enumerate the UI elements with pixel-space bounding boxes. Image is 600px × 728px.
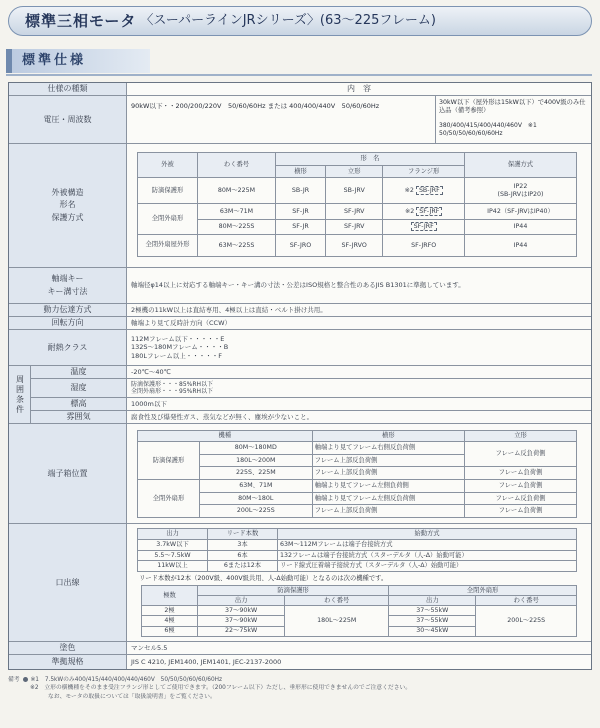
leads-row (9, 524, 591, 642)
leads-row-1 (138, 540, 577, 551)
env-atmosphere-row (31, 411, 591, 423)
enclosure-type: 全閉外扇形 (138, 204, 198, 235)
leads12-closed-frame: 200L〜225S (476, 606, 577, 637)
leads-12-table (141, 585, 577, 637)
note-2 (8, 684, 592, 692)
voltage-note-values: 380/400/415/400/440/460V ※1 50/50/50/60/60/60Hz (439, 122, 543, 137)
spec-header-row (9, 83, 591, 96)
voltage-divider (435, 96, 436, 143)
enclosure-model-f (383, 204, 465, 219)
terminal-vertical: フレーム反負荷側 (465, 492, 577, 505)
env-temp-label: 温度 (31, 366, 127, 378)
terminal-vertical: フレーム負荷側 (465, 467, 577, 480)
enclosure-col-flange: フランジ形 (383, 166, 465, 178)
leads12-closed-output: 30〜45kW (389, 626, 476, 636)
terminal-row-5 (138, 492, 577, 505)
leads-row-2 (138, 550, 577, 561)
section-rule (6, 74, 592, 76)
terminal-horizontal: フレーム上部反負荷側 (312, 505, 464, 518)
enclosure-row-4 (138, 235, 577, 257)
note-2-text: 立形の横機種をそのまま受注フランジ形としてご使用できます。（200フレーム以下）ただし、垂形形に使用できませんのでご注意ください。 (44, 685, 412, 692)
leads12-drip-output: 37〜90kW (198, 616, 285, 626)
enclosure-frame: 63M〜225S (198, 235, 276, 257)
leads-col-method: 始動方式 (278, 529, 577, 540)
title-bar (8, 6, 592, 36)
spec-table (8, 82, 592, 670)
leads12-col-closed: 全閉外扇形 (389, 586, 577, 596)
env-side-label: 周囲条件 (9, 366, 31, 423)
terminal-row (9, 424, 591, 524)
enclosure-model-v: SB-JRV (326, 178, 383, 204)
env-atmosphere-text: 腐食性及び爆発性ガス、蒸気などが無く、塵埃が少ないこと。 (131, 412, 314, 421)
paint-label: 塗色 (9, 642, 127, 654)
enclosure-model-h: SF-JR (276, 219, 326, 234)
enclosure-col-horizontal: 横形 (276, 166, 326, 178)
leads-output: 3.7kW以下 (138, 540, 208, 551)
terminal-frame: 180L〜200M (200, 454, 313, 467)
terminal-row-3 (138, 467, 577, 480)
enclosure-protection-sub: (SB-JRVはIP20) (497, 190, 544, 198)
enclosure-col-vertical: 立形 (326, 166, 383, 178)
note-mark: ※2 (404, 186, 414, 194)
key-row (9, 268, 591, 304)
terminal-col-horizontal: 横形 (312, 431, 464, 442)
note-3: なお、モータの取扱については「取扱説明書」をご覧ください。 (48, 693, 216, 700)
enclosure-type: 全閉外扇屋外形 (138, 235, 198, 257)
terminal-horizontal: 軸端より見てフレーム右側反負荷側 (312, 442, 464, 455)
leads12-col-closed-output: 出力 (389, 596, 476, 606)
terminal-horizontal: 軸端より見てフレーム左側負荷側 (312, 479, 464, 492)
leads12-drip-output: 37〜90kW (198, 606, 285, 616)
terminal-frame: 80M〜180L (200, 492, 313, 505)
leads12-drip-frame: 180L〜225M (285, 606, 389, 637)
leads-col-count: リード本数 (208, 529, 278, 540)
voltage-note: 30kW以下（屋外形は15kW以下）で400V級のみ仕込品（備考参照） (439, 99, 586, 114)
leads12-poles: 4極 (142, 616, 198, 626)
leads-count: 6本 (208, 550, 278, 561)
terminal-type: 全閉外扇形 (138, 479, 200, 517)
leads-col-output: 出力 (138, 529, 208, 540)
enclosure-protection: IP42（SF-JRVはIP40） (465, 204, 577, 219)
standard-label: 準拠規格 (9, 655, 127, 669)
standard-row (9, 655, 591, 669)
env-altitude-row (31, 398, 591, 411)
enclosure-protection: IP44 (465, 219, 577, 234)
notes-title: 備考 (8, 677, 20, 683)
env-humidity-values (131, 379, 587, 397)
voltage-row (9, 96, 591, 144)
leads-table (137, 528, 577, 572)
leads12-closed-output: 37〜55kW (389, 616, 476, 626)
enclosure-label-2: 形名 (59, 200, 76, 210)
terminal-vertical: フレーム負荷側 (465, 479, 577, 492)
terminal-horizontal: 軸端より見てフレーム左側反負荷側 (312, 492, 464, 505)
enclosure-frame: 80M〜225M (198, 178, 276, 204)
drive-row (9, 304, 591, 317)
enclosure-model-v: SF-JRV (326, 219, 383, 234)
key-label-1: 軸端キー (51, 274, 84, 284)
leads12-col-drip: 防滴保護形 (198, 586, 389, 596)
enclosure-label (9, 144, 127, 267)
drive-label: 動力伝達方式 (9, 304, 127, 316)
leads-method: 132フレームは端子台接続方式（スターデルタ（人-Δ）始動可能） (278, 550, 577, 561)
rotation-text: 軸端より見て反時計方向（CCW） (131, 318, 232, 327)
terminal-horizontal: フレーム上部反負荷側 (312, 454, 464, 467)
terminal-col-model: 機種 (138, 431, 313, 442)
enclosure-frame: 63M〜71M (198, 204, 276, 219)
env-altitude-text: 1000m以下 (131, 399, 167, 408)
insulation-row (9, 330, 591, 366)
enclosure-model-v: SF-JRVO (326, 235, 383, 257)
leads12-closed-output: 37〜55kW (389, 606, 476, 616)
enclosure-frame: 80M〜225S (198, 219, 276, 234)
enclosure-col-model: 形 名 (276, 153, 465, 166)
enclosure-row (9, 144, 591, 268)
terminal-label: 端子箱位置 (9, 424, 127, 523)
terminal-row-1 (138, 442, 577, 455)
terminal-row-6 (138, 505, 577, 518)
terminal-frame: 63M、71M (200, 479, 313, 492)
bullet-icon (23, 677, 28, 682)
enclosure-model-h: SF-JRO (276, 235, 326, 257)
leads12-poles: 6極 (142, 626, 198, 636)
leads12-col-poles: 極数 (142, 586, 198, 606)
leads-note: リード本数が12本（200V級、400V級共用、人-Δ始動可能）となるのは次の機種です。 (139, 575, 388, 582)
env-humidity-text: 全閉外扇形・・・95%RH以下 (131, 388, 214, 395)
standard-text: JIS C 4210, JEM1400, JEM1401, JEC-2137-2000 (131, 657, 282, 666)
env-altitude-label: 標高 (31, 398, 127, 410)
leads-label: 口出線 (9, 524, 127, 641)
env-temp-row (31, 366, 591, 379)
note-mark: ※2 (404, 207, 415, 215)
enclosure-table (137, 152, 577, 257)
enclosure-type: 防滴保護形 (138, 178, 198, 204)
enclosure-model-h: SF-JR (276, 204, 326, 219)
key-text: 軸端径φ14以上に対応する軸端キー・キー溝の寸法・公差はISO規格と整合性のあるJIS B1301に準拠しています。 (131, 281, 465, 290)
enclosure-protection: IP44 (465, 235, 577, 257)
leads-method: 63M〜112Mフレームは端子台接続方式 (278, 540, 577, 551)
enclosure-row-2 (138, 204, 577, 219)
header-item: 仕様の種類 (9, 83, 127, 95)
insulation-label: 耐熱クラス (9, 330, 127, 365)
terminal-type: 防滴保護形 (138, 442, 200, 480)
enclosure-model-h: SB-JR (276, 178, 326, 204)
insulation-line: 132S〜180Mフレーム・・・・B (131, 343, 229, 352)
enclosure-col-protection: 保護方式 (465, 153, 577, 178)
enclosure-col-type: 外被 (138, 153, 198, 178)
leads12-drip-output: 22〜75kW (198, 626, 285, 636)
insulation-values (131, 330, 587, 365)
enclosure-model-f-text: SB-JRF (416, 186, 443, 195)
note-1 (8, 676, 592, 684)
enclosure-model-f (383, 219, 465, 234)
terminal-col-vertical: 立形 (465, 431, 577, 442)
leads12-col-drip-frame: わく番号 (285, 596, 389, 606)
terminal-frame: 200L〜225S (200, 505, 313, 518)
env-atmosphere-label: 雰囲気 (31, 411, 127, 423)
env-humidity-row (31, 379, 591, 398)
env-humidity-text: 防滴保護形・・・85%RH以下 (131, 380, 214, 388)
terminal-row-4 (138, 479, 577, 492)
page-subtitle: 〈スーパーラインJRシリーズ〉(63〜225フレーム) (140, 12, 436, 28)
env-temp-text: -20℃〜40℃ (131, 367, 171, 376)
enclosure-row-3 (138, 219, 577, 234)
rotation-label: 回転方向 (9, 317, 127, 329)
terminal-frame: 80M〜180MD (200, 442, 313, 455)
page-title: 標準三相モータ (25, 11, 137, 30)
enclosure-protection (465, 178, 577, 204)
enclosure-model-f (383, 178, 465, 204)
leads12-row-1 (142, 606, 577, 616)
note-mark: ※1 (30, 677, 39, 683)
leads-row-3 (138, 561, 577, 572)
header-content: 内 容 (347, 84, 371, 93)
leads12-col-drip-output: 出力 (198, 596, 285, 606)
leads-output: 5.5〜7.5kW (138, 550, 208, 561)
enclosure-label-3: 保護方式 (51, 212, 84, 222)
terminal-horizontal: フレーム上部反負荷側 (312, 467, 464, 480)
leads-output: 11kW以上 (138, 561, 208, 572)
insulation-line: 180Lフレーム以上・・・・・F (131, 351, 223, 360)
enclosure-protection-text: IP22 (513, 182, 528, 190)
enclosure-model-f: SF-JRFO (383, 235, 465, 257)
terminal-table (137, 430, 577, 518)
notes (8, 676, 592, 701)
enclosure-label-1: 外被構造 (51, 187, 84, 197)
paint-row (9, 642, 591, 655)
drive-text: 2極機の11kW以上は直結専用、4極以上は直結・ベルト掛け共用。 (131, 305, 327, 314)
voltage-text: 90kW以下・・200/200/220V 50/60/60Hz または 400/400/440V 50/60/60Hz (131, 102, 380, 110)
enclosure-col-frame: わく番号 (198, 153, 276, 178)
insulation-line: 112Mフレーム以下・・・・・E (131, 335, 225, 344)
terminal-frame: 225S、225M (200, 467, 313, 480)
section-heading: 標準仕様 (6, 49, 150, 73)
enclosure-row-1 (138, 178, 577, 204)
leads-method: リード線式圧着端子接続方式（スターデルタ（人-Δ）始動可能） (278, 561, 577, 572)
key-label (9, 268, 127, 303)
env-humidity-label: 湿度 (31, 379, 127, 397)
note-1-text: 7.5kWのみ400/415/440/400/440/460V 50/50/50/60/60/60Hz (44, 677, 223, 683)
note-mark: ※2 (30, 685, 39, 692)
enclosure-model-f-text: SF-JRF (416, 207, 442, 216)
leads12-poles: 2極 (142, 606, 198, 616)
leads-count: 6または12本 (208, 561, 278, 572)
paint-text: マンセル5.5 (131, 643, 168, 652)
leads-count: 3本 (208, 540, 278, 551)
voltage-label: 電圧・周波数 (9, 96, 127, 143)
leads12-col-closed-frame: わく番号 (476, 596, 577, 606)
terminal-vertical: フレーム負荷側 (465, 505, 577, 518)
enclosure-model-v: SF-JRV (326, 204, 383, 219)
enclosure-model-f-text: SF-JRF (411, 222, 437, 231)
key-label-2: キー溝寸法 (47, 286, 88, 296)
env-block (9, 366, 591, 424)
rotation-row (9, 317, 591, 330)
terminal-vertical: フレーム反負荷側 (465, 442, 577, 467)
